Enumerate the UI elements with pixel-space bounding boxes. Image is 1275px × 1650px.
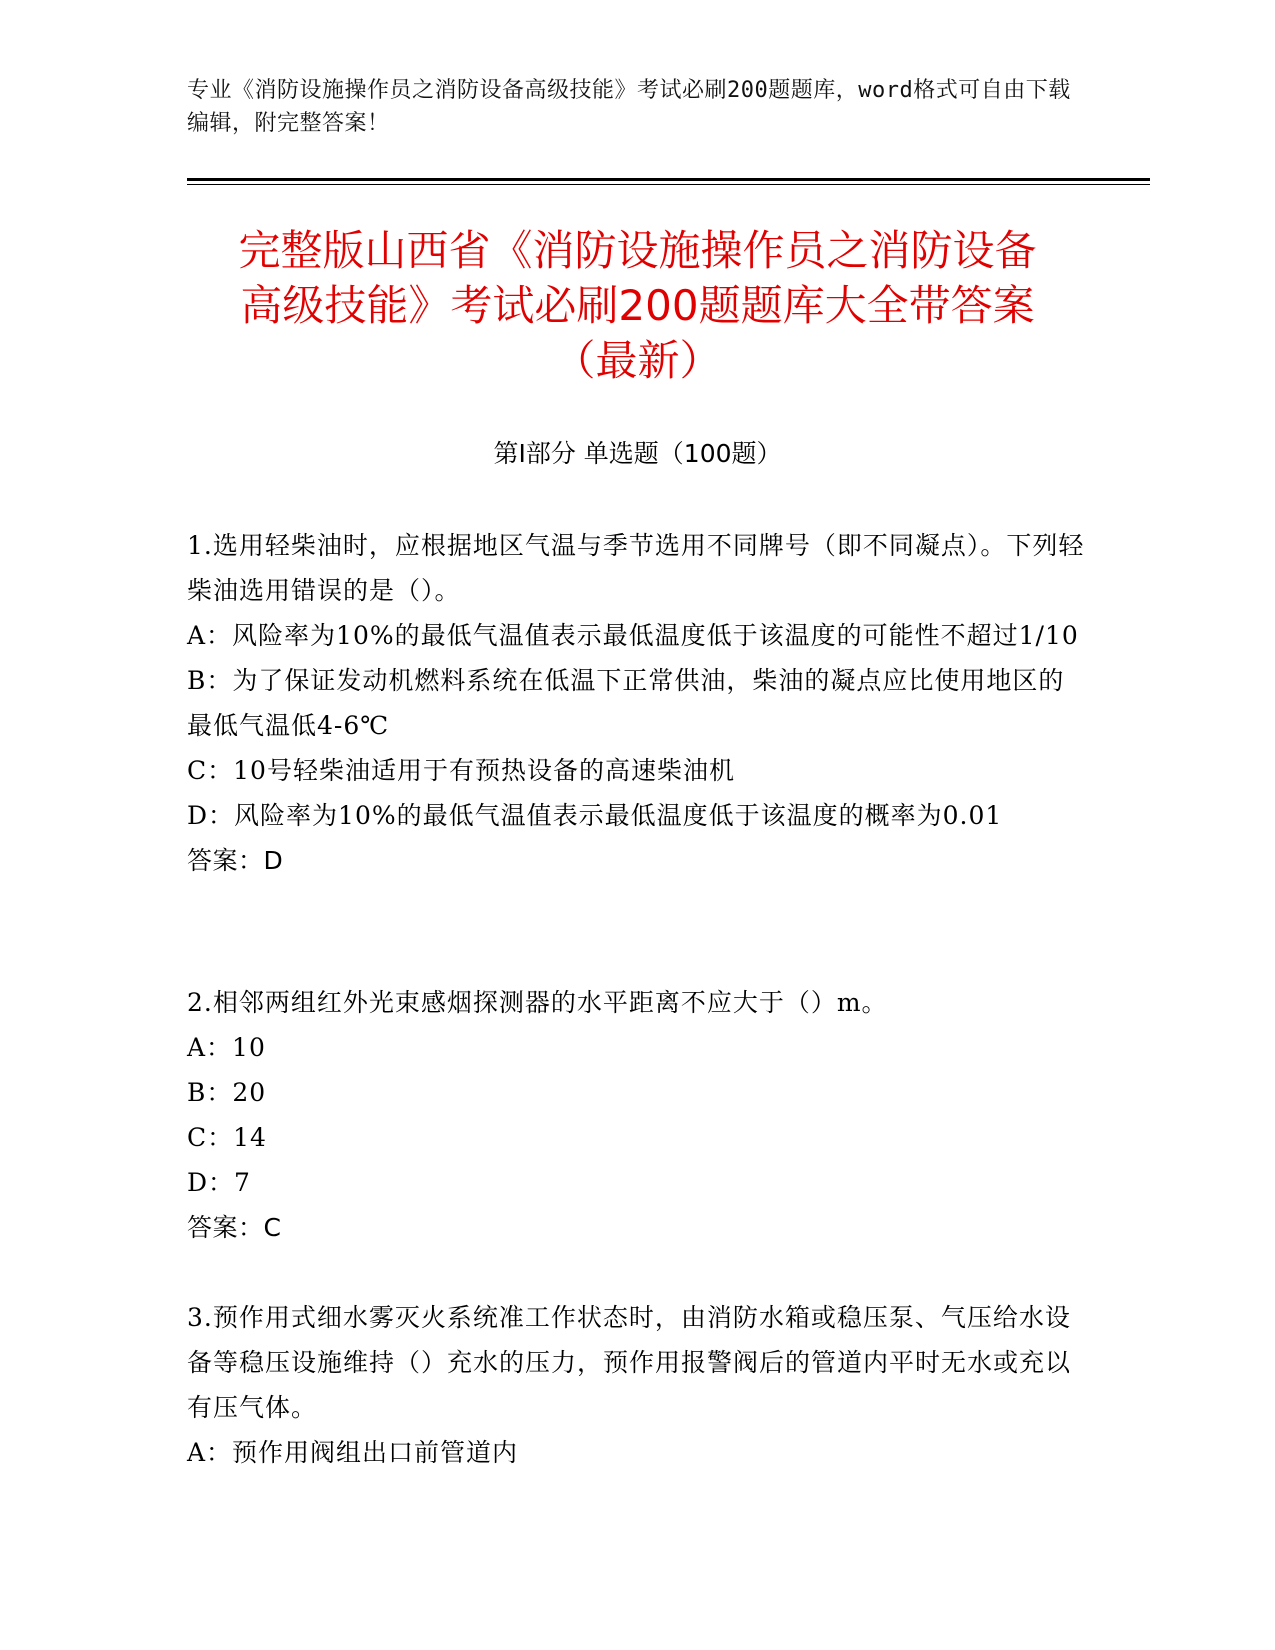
question-2 [187,980,1087,1250]
option-a: A：10 [187,1033,266,1062]
option-d: D：7 [187,1168,251,1197]
answer-label: 答案：C [187,1213,282,1242]
question-stem: 2.相邻两组红外光束感烟探测器的水平距离不应大于（）m。 [187,988,888,1017]
document-title [160,223,1115,388]
document-title-line-2: 高级技能》考试必刷200题题库大全带答案 [240,281,1035,330]
option-d: D：风险率为10%的最低气温值表示最低温度低于该温度的概率为0.01 [187,801,1003,830]
document-title-line-3: （最新） [553,336,722,385]
header-divider-thick [187,178,1150,181]
question-stem: 3.预作用式细水雾灭火系统准工作状态时，由消防水箱或稳压泵、气压给水设备等稳压设施维持（）充水的压力，预作用报警阀后的管道内平时无水或充以有压气体。 [187,1303,1072,1422]
header-note: 专业《消防设施操作员之消防设备高级技能》考试必刷200题题库，word格式可自由下载编辑，附完整答案！ [187,78,1071,136]
option-c: C：14 [187,1123,267,1152]
question-3 [187,1295,1087,1475]
document-title-line-1: 完整版山西省《消防设施操作员之消防设备 [238,226,1037,275]
answer-label: 答案：D [187,846,284,875]
option-c: C：10号轻柴油适用于有预热设备的高速柴油机 [187,756,735,785]
option-b: B：为了保证发动机燃料系统在低温下正常供油，柴油的凝点应比使用地区的最低气温低4-6℃ [187,666,1065,740]
option-a: A：风险率为10%的最低气温值表示最低温度低于该温度的可能性不超过1/10 [187,621,1079,650]
question-1 [187,523,1087,883]
option-a: A：预作用阀组出口前管道内 [187,1438,519,1467]
question-stem: 1.选用轻柴油时，应根据地区气温与季节选用不同牌号（即不同凝点）。下列轻柴油选用错误的是（）。 [187,531,1085,605]
option-b: B：20 [187,1078,267,1107]
header-divider-thin [187,184,1150,185]
section-title: 第Ⅰ部分 单选题（100题） [493,439,782,468]
